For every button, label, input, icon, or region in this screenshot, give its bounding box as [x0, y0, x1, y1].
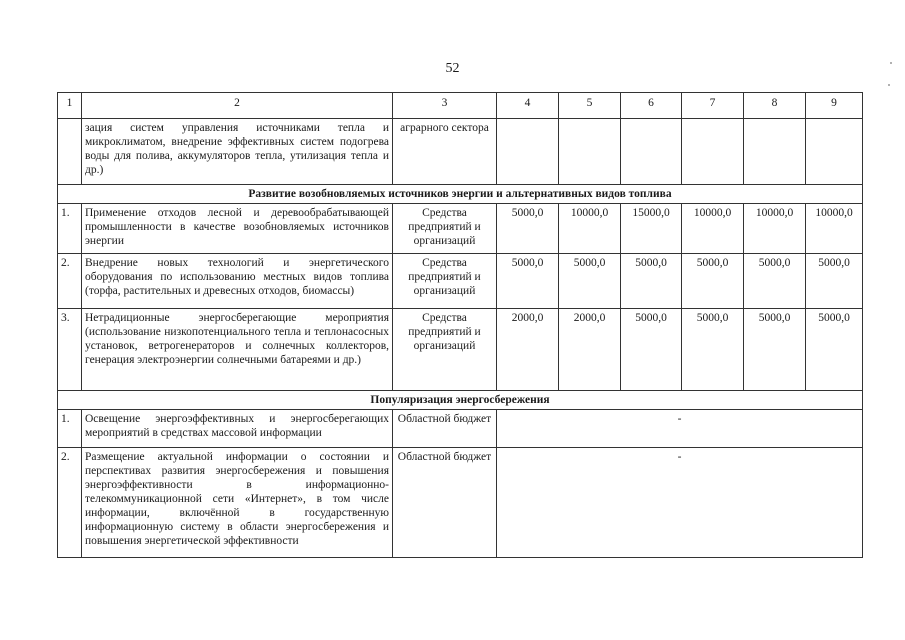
value-cell: 5000,0 — [559, 254, 621, 309]
table-row — [58, 309, 863, 391]
funding-source: Средства предприятий и организаций — [393, 204, 497, 254]
row-number: 2. — [58, 448, 82, 558]
value-cell: 10000,0 — [559, 204, 621, 254]
header-cell: 8 — [744, 93, 806, 119]
measure-description: Применение отходов лесной и деревообрабатывающей промышленности в качестве возобновляемых источников энергии — [82, 204, 393, 254]
row-number: 1. — [58, 204, 82, 254]
scan-speck — [890, 62, 892, 64]
funding-source: Средства предприятий и организаций — [393, 309, 497, 391]
value-cell: 5000,0 — [621, 309, 682, 391]
table-row — [58, 254, 863, 309]
value-cell: 5000,0 — [806, 309, 863, 391]
table-row — [58, 119, 863, 185]
header-cell: 4 — [497, 93, 559, 119]
value-cell — [559, 119, 621, 185]
header-cell: 9 — [806, 93, 863, 119]
value-cell: 5000,0 — [497, 204, 559, 254]
header-cell: 5 — [559, 93, 621, 119]
section-title: Развитие возобновляемых источников энергии и альтернативных видов топлива — [58, 185, 863, 204]
table-row — [58, 448, 863, 558]
value-cell — [682, 119, 744, 185]
table-row — [58, 204, 863, 254]
row-number: 3. — [58, 309, 82, 391]
value-cell — [621, 119, 682, 185]
value-cell: 10000,0 — [806, 204, 863, 254]
header-cell: 1 — [58, 93, 82, 119]
row-number — [58, 119, 82, 185]
measure-description: Освещение энергоэффективных и энергосберегающих мероприятий в средствах массовой информации — [82, 410, 393, 448]
value-cell: 5000,0 — [744, 309, 806, 391]
section-row — [58, 391, 863, 410]
value-cell — [497, 119, 559, 185]
plan-table — [57, 92, 863, 558]
merged-value-cell: - — [497, 410, 863, 448]
value-cell: 5000,0 — [682, 254, 744, 309]
funding-source: аграрного сектора — [393, 119, 497, 185]
funding-source: Средства предприятий и организаций — [393, 254, 497, 309]
header-cell: 2 — [82, 93, 393, 119]
value-cell: 2000,0 — [559, 309, 621, 391]
header-cell: 7 — [682, 93, 744, 119]
value-cell: 15000,0 — [621, 204, 682, 254]
value-cell: 10000,0 — [744, 204, 806, 254]
value-cell: 5000,0 — [806, 254, 863, 309]
scan-speck — [888, 84, 890, 86]
value-cell — [806, 119, 863, 185]
header-cell: 3 — [393, 93, 497, 119]
page-number: 52 — [445, 61, 460, 76]
value-cell: 2000,0 — [497, 309, 559, 391]
value-cell: 5000,0 — [744, 254, 806, 309]
header-cell: 6 — [621, 93, 682, 119]
value-cell: 5000,0 — [497, 254, 559, 309]
funding-source: Областной бюджет — [393, 410, 497, 448]
row-number: 2. — [58, 254, 82, 309]
value-cell: 5000,0 — [621, 254, 682, 309]
section-row — [58, 185, 863, 204]
value-cell — [744, 119, 806, 185]
measure-description: Размещение актуальной информации о состоянии и перспективах развития энергосбережения и повышения энергоэффективности в информационно-телекоммуникационной сети «Интернет», в том числе информации, включённой в государственную информационную систему в области энергосбережения и повышения энергетической эффективности — [82, 448, 393, 558]
funding-source: Областной бюджет — [393, 448, 497, 558]
section-title: Популяризация энергосбережения — [58, 391, 863, 410]
measure-description: зация систем управления источниками тепла и микроклиматом, внедрение эффективных систем подогрева воды для полива, аккумуляторов тепла, утилизация тепла и др.) — [82, 119, 393, 185]
measure-description: Внедрение новых технологий и энергетического оборудования по использованию местных видов топлива (торфа, растительных и древесных отходов, биомассы) — [82, 254, 393, 309]
table-row — [58, 410, 863, 448]
header-row — [58, 93, 863, 119]
measure-description: Нетрадиционные энергосберегающие мероприятия (использование низкопотенциального тепла и теплонасосных установок, ветрогенераторов и солнечных коллекторов, генерация электроэнергии солнечными батареями и др.) — [82, 309, 393, 391]
value-cell: 10000,0 — [682, 204, 744, 254]
row-number: 1. — [58, 410, 82, 448]
value-cell: 5000,0 — [682, 309, 744, 391]
merged-value-cell: - — [497, 448, 863, 558]
